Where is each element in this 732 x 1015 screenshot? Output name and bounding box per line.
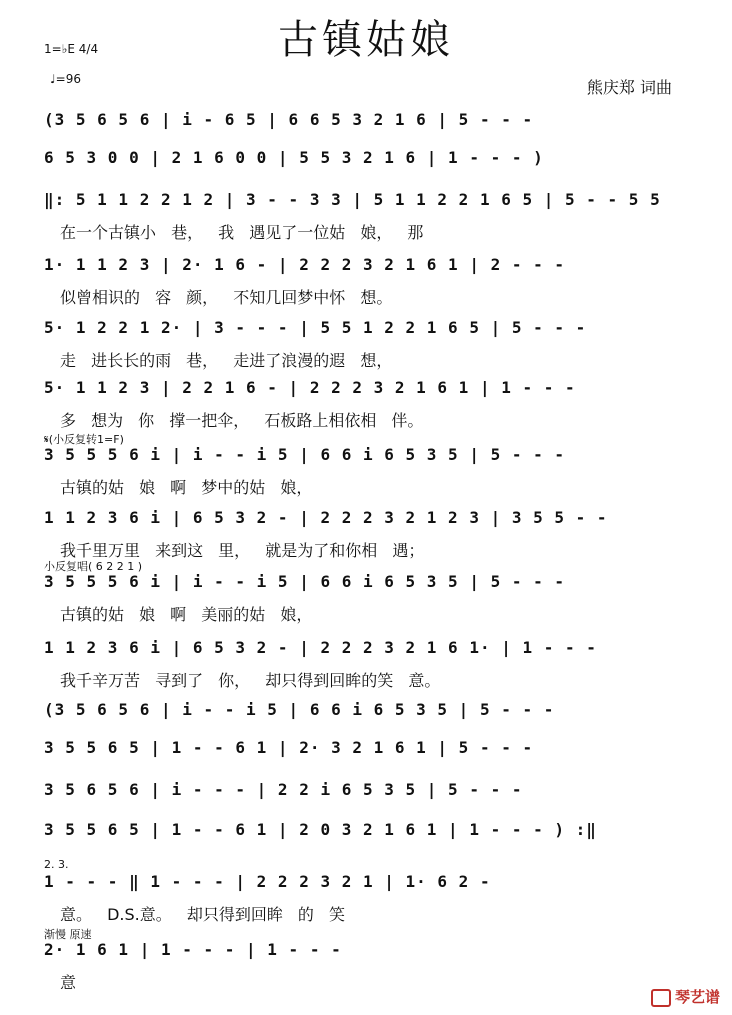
music-logo-icon [651,989,671,1007]
lyric-line: 似曾相识的 容 颜， 不知几回梦中怀 想。 [60,288,393,307]
lyric-line: 在一个古镇小 巷， 我 遇见了一位姑 娘， 那 [60,223,424,242]
performance-mark: 2. 3. [44,858,69,871]
performance-mark: 𝄋(小反复转1=F) [44,433,124,446]
notation-line: 1· 1 1 2 3 | 2· 1 6 - | 2 2 2 3 2 1 6 1 | 2 - - - [44,255,566,274]
notation-line: 6 5 3 0 0 | 2 1 6 0 0 | 5 5 3 2 1 6 | 1 - - - ) [44,148,544,167]
lyric-line: 意。 D.S.意。 却只得到回眸 的 笑 [60,905,345,924]
site-logo: 琴艺谱 [651,986,720,1007]
notation-line: 5· 1 2 2 1 2· | 3 - - - | 5 5 1 2 2 1 6 5 | 5 - - - [44,318,587,337]
performance-mark: 渐慢 原速 [44,928,92,941]
notation-line: 3 5 5 6 5 | 1 - - 6 1 | 2· 3 2 1 6 1 | 5 - - - [44,738,534,757]
lyric-line: 古镇的姑 娘 啊 梦中的姑 娘， [60,478,313,497]
lyric-line: 走 进长长的雨 巷， 走进了浪漫的遐 想， [60,351,393,370]
key-signature: 1=♭E 4/4 [44,42,99,56]
staff-system [0,928,732,1000]
notation-line: 5· 1 1 2 3 | 2 2 1 6 - | 2 2 2 3 2 1 6 1 | 1 - - - [44,378,576,397]
notation-line: ‖: 5 1 1 2 2 1 2 | 3 - - 3 3 | 5 1 1 2 2 1 6 5 | 5 - - 5 5 [44,190,661,209]
staff-system [0,820,732,880]
staff-system [0,858,732,932]
notation-line: (3 5 6 5 6 | i - - i 5 | 6 6 i 6 5 3 5 | 5 - - - [44,700,555,719]
notation-line: 3 5 5 5 6 i | i - - i 5 | 6 6 i 6 5 3 5 | 5 - - - [44,445,566,464]
staff-system [0,638,732,698]
staff-system [0,378,732,438]
lyric-line: 多 想为 你 撑一把伞， 石板路上相依相 伴。 [60,411,424,430]
lyric-line: 意 [60,973,77,992]
notation-line: 3 5 6 5 6 | i - - - | 2 2 i 6 5 3 5 | 5 - - - [44,780,523,799]
lyric-line: 古镇的姑 娘 啊 美丽的姑 娘， [60,605,313,624]
notation-line: 3 5 5 6 5 | 1 - - 6 1 | 2 0 3 2 1 6 1 | 1 - - - ) :‖ [44,820,597,839]
composer-credit: 熊庆郑 词曲 [586,78,672,97]
notation-line: 1 1 2 3 6 i | 6 5 3 2 - | 2 2 2 3 2 1 2 3 | 3 5 5 - - [44,508,608,527]
notation-line: 2· 1 6 1 | 1 - - - | 1 - - - [44,940,342,959]
notation-line: (3 5 6 5 6 | i - 6 5 | 6 6 5 3 2 1 6 | 5 - - - [44,110,534,129]
performance-mark: 小反复唱( 6 2 2 1 ) [44,560,143,573]
staff-system [0,318,732,378]
notation-line: 1 - - - ‖ 1 - - - | 2 2 2 3 2 1 | 1· 6 2 - [44,872,491,891]
notation-line: 1 1 2 3 6 i | 6 5 3 2 - | 2 2 2 3 2 1 6 1· | 1 - - - [44,638,597,657]
staff-system [0,433,732,505]
staff-system [0,190,732,250]
staff-system [0,255,732,315]
notation-line: 3 5 5 5 6 i | i - - i 5 | 6 6 i 6 5 3 5 | 5 - - - [44,572,566,591]
tempo-mark: ♩=96 [50,72,81,86]
lyric-line: 我千里万里 来到这 里， 就是为了和你相 遇； [60,541,425,560]
staff-system [0,560,732,632]
lyric-line: 我千辛万苦 寻到了 你， 却只得到回眸的笑 意。 [60,671,441,690]
song-title: 古镇姑娘 [278,17,454,63]
